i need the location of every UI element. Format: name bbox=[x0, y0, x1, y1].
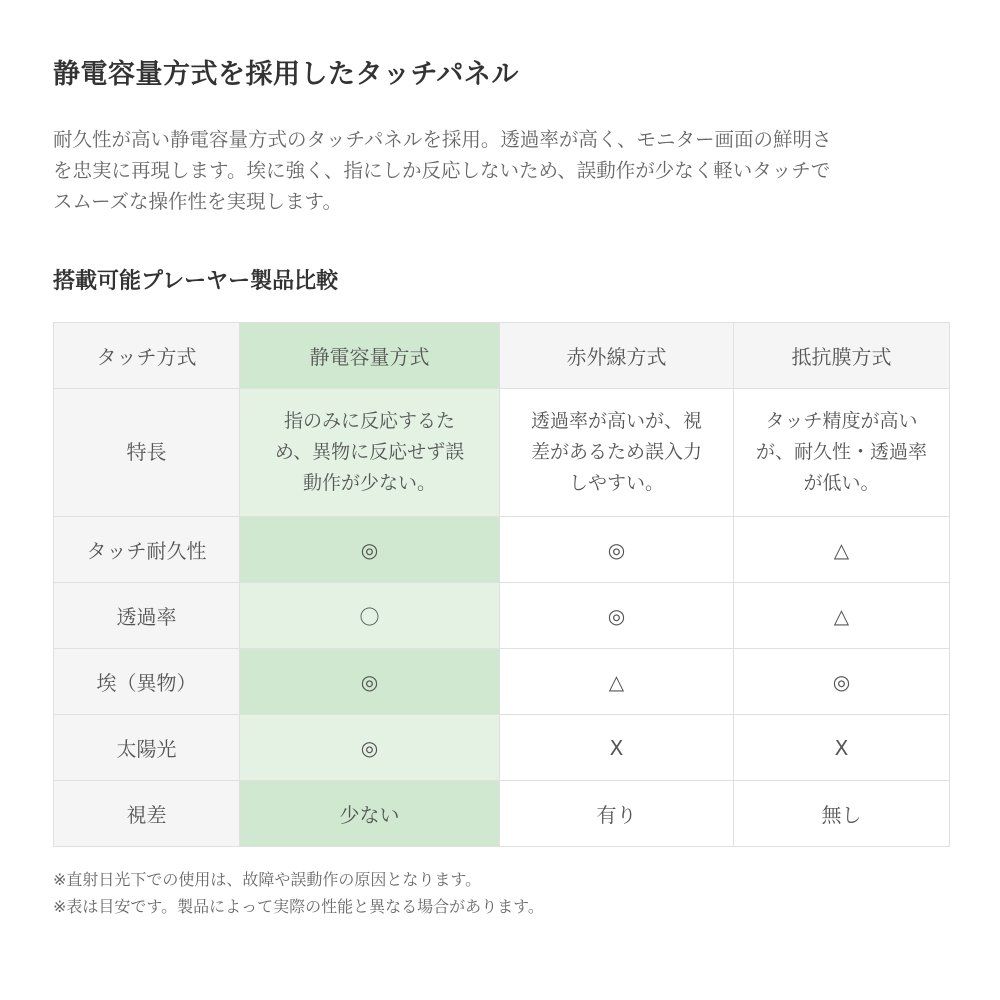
table-row-sunlight bbox=[54, 715, 950, 781]
footnote: ※直射日光下での使用は、故障や誤動作の原因となります。 bbox=[53, 870, 482, 889]
rating-capacitive: 少ない bbox=[240, 781, 500, 847]
rating-capacitive: ◎ bbox=[240, 715, 500, 781]
rating-resistive: ◎ bbox=[734, 649, 950, 715]
row-label: タッチ耐久性 bbox=[54, 517, 240, 583]
rating-resistive: 無し bbox=[734, 781, 950, 847]
intro-line: スムーズな操作性を実現します。 bbox=[53, 190, 342, 213]
row-label: 太陽光 bbox=[54, 715, 240, 781]
feature-line: が低い。 bbox=[803, 472, 880, 494]
row-label-feature: 特長 bbox=[54, 389, 240, 517]
footnote: ※表は目安です。製品によって実際の性能と異なる場合があります。 bbox=[53, 897, 544, 916]
rating-capacitive: 〇 bbox=[240, 583, 500, 649]
rating-infrared: △ bbox=[500, 649, 734, 715]
rating-infrared: X bbox=[500, 715, 734, 781]
rating-resistive: △ bbox=[734, 583, 950, 649]
rating-capacitive: ◎ bbox=[240, 517, 500, 583]
row-label: 透過率 bbox=[54, 583, 240, 649]
rating-infrared: ◎ bbox=[500, 517, 734, 583]
feature-line: め、異物に反応せず誤 bbox=[274, 441, 465, 463]
table-row-transmittance bbox=[54, 583, 950, 649]
rating-resistive: X bbox=[734, 715, 950, 781]
rating-infrared: ◎ bbox=[500, 583, 734, 649]
feature-cell-infrared bbox=[500, 389, 734, 517]
intro-line: 耐久性が高い静電容量方式のタッチパネルを採用。透過率が高く、モニター画面の鮮明さ bbox=[53, 128, 832, 151]
feature-line: 動作が少ない。 bbox=[302, 472, 436, 494]
section-title: 搭載可能プレーヤー製品比較 bbox=[53, 269, 339, 294]
header-touch-method: タッチ方式 bbox=[54, 323, 240, 389]
feature-cell-capacitive bbox=[240, 389, 500, 517]
rating-infrared: 有り bbox=[500, 781, 734, 847]
header-infrared: 赤外線方式 bbox=[500, 323, 734, 389]
intro-line: を忠実に再現します。埃に強く、指にしか反応しないため、誤動作が少なく軽いタッチで bbox=[53, 159, 831, 182]
rating-resistive: △ bbox=[734, 517, 950, 583]
feature-cell-resistive bbox=[734, 389, 950, 517]
feature-line: 指のみに反応するた bbox=[283, 410, 455, 432]
comparison-table bbox=[53, 322, 950, 847]
intro-paragraph bbox=[53, 124, 953, 217]
header-capacitive: 静電容量方式 bbox=[240, 323, 500, 389]
footnotes bbox=[53, 866, 544, 920]
feature-line: しやすい。 bbox=[568, 472, 664, 494]
table-row-parallax bbox=[54, 781, 950, 847]
row-label: 視差 bbox=[54, 781, 240, 847]
rating-capacitive: ◎ bbox=[240, 649, 500, 715]
table-row-touch-durability bbox=[54, 517, 950, 583]
table-row-dust bbox=[54, 649, 950, 715]
table-row-feature bbox=[54, 389, 950, 517]
feature-line: 透過率が高いが、視 bbox=[530, 410, 702, 432]
table-header-row bbox=[54, 323, 950, 389]
feature-line: 差があるため誤入力 bbox=[530, 441, 702, 463]
header-resistive: 抵抗膜方式 bbox=[734, 323, 950, 389]
feature-line: が、耐久性・透過率 bbox=[755, 441, 927, 463]
row-label: 埃（異物） bbox=[54, 649, 240, 715]
page-title: 静電容量方式を採用したタッチパネル bbox=[53, 59, 519, 90]
feature-line: タッチ精度が高い bbox=[765, 410, 918, 432]
